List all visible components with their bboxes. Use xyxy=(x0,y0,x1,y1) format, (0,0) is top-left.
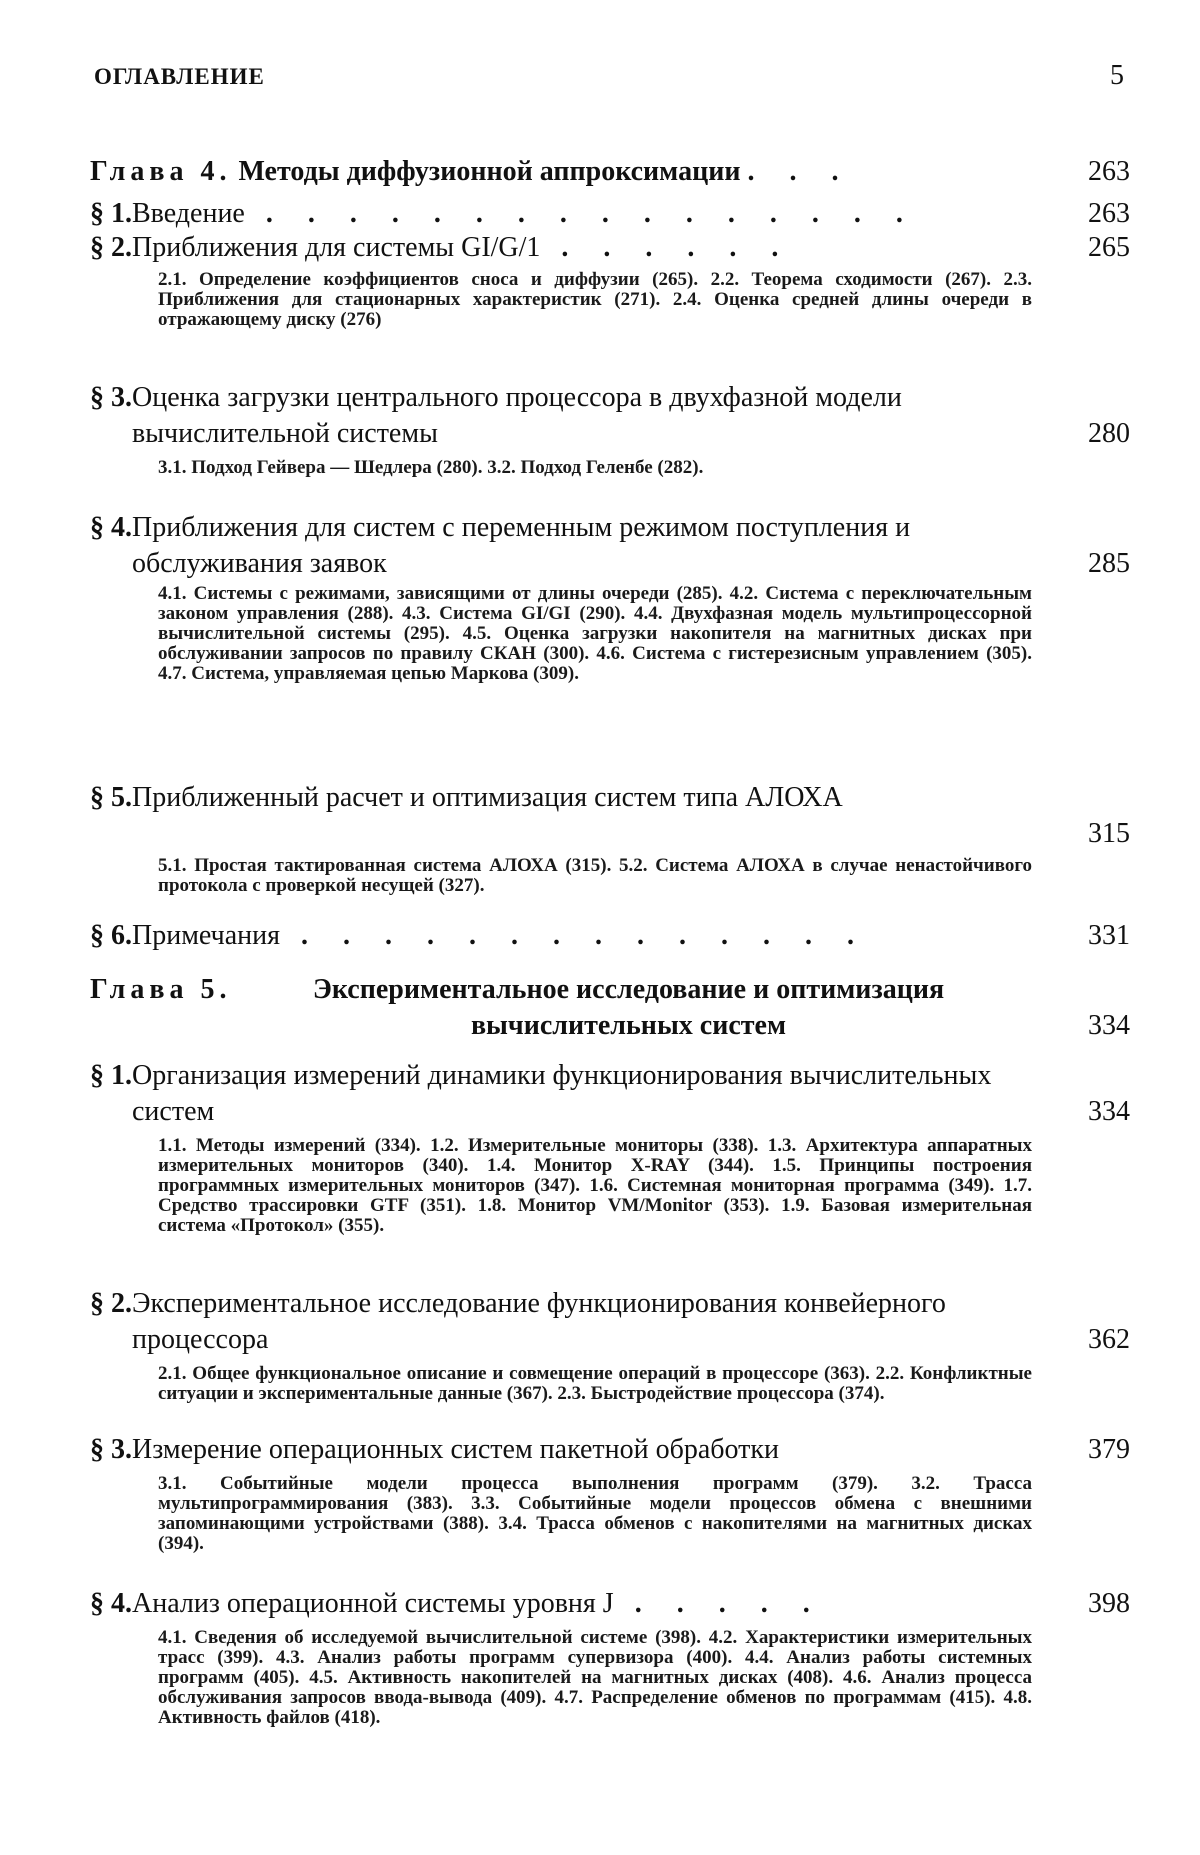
section-page: 265 xyxy=(1088,232,1130,263)
dot-leader: . . . xyxy=(747,156,853,187)
section-page: 334 xyxy=(1088,1096,1130,1127)
section-mark: § 3. xyxy=(90,382,132,413)
section-mark: § 3. xyxy=(90,1434,132,1465)
chapter-4-entry xyxy=(90,154,1130,190)
section-title: Организация измерений динамики функционирования вычислительных систем xyxy=(132,1060,992,1127)
section-page: 362 xyxy=(1088,1324,1130,1355)
chapter-5-entry xyxy=(90,972,1130,1044)
chapter-label: Глава 5. xyxy=(90,974,232,1005)
section-page: 398 xyxy=(1088,1588,1130,1619)
section-title: Приближения для системы GI/G/1 xyxy=(132,232,541,263)
section-mark: § 1. xyxy=(90,198,132,229)
running-head: ОГЛАВЛЕНИЕ xyxy=(94,64,265,89)
chapter-label: Глава 4. xyxy=(90,156,232,187)
section-page: 315 xyxy=(1088,818,1130,849)
subsection-list: 5.1. Простая тактированная система АЛОХА (315). 5.2. Система АЛОХА в случае ненастойчивого протокола с проверкой несущей (327). xyxy=(158,855,1032,896)
section-title: Примечания xyxy=(132,920,281,951)
subsection-list: 1.1. Методы измерений (334). 1.2. Измерительные мониторы (338). 1.3. Архитектура аппаратных измерительных мониторов (340). 1.4. Монитор X-RAY (344). 1.5. Принципы построения программных измерительных мониторов (347). 1.6. Системная мониторная программа (349). 1.7. Средство трассировки GTF (351). 1.8. Монитор VM/Monitor (353). 1.9. Базовая измерительная система «Протокол» (355). xyxy=(158,1135,1032,1236)
subsection-list: 3.1. Событийные модели процесса выполнения программ (379). 3.2. Трасса мультипрограммирования (383). 3.3. Событийные модели процессов обмена с внешними запоминающими устройствами (388). 3.4. Трасса обменов с накопителями на магнитных дисках (394). xyxy=(158,1473,1032,1554)
subsection-list: 2.1. Общее функциональное описание и совмещение операций в процессоре (363). 2.2. Конфликтные ситуации и экспериментальные данные (367). 2.3. Быстродействие процессора (374). xyxy=(158,1363,1032,1404)
section-title: Приближенный расчет и оптимизация систем типа АЛОХА xyxy=(132,782,843,813)
section-title: Экспериментальное исследование функционирования конвейерного процессора xyxy=(132,1288,946,1355)
section-mark: § 2. xyxy=(90,232,132,263)
chapter-title: Методы диффузионной аппроксимации xyxy=(238,156,741,187)
section-page: 331 xyxy=(1088,920,1130,951)
section-mark: § 4. xyxy=(90,1588,132,1619)
section-mark: § 6. xyxy=(90,920,132,951)
page-number: 5 xyxy=(1110,60,1124,91)
section-mark: § 5. xyxy=(90,782,132,813)
subsection-list: 4.1. Системы с режимами, зависящими от длины очереди (285). 4.2. Система с переключательным законом управления (288). 4.3. Система GI/GI (290). 4.4. Двухфазная модель мультипроцессорной вычислительной системы (295). 4.5. Оценка загрузки накопителя на магнитных дисках при обслуживании запросов по правилу СКАН (300). 4.6. Система с гистерезисным управлением (305). 4.7. Система, управляемая цепью Маркова (309). xyxy=(158,583,1032,684)
section-title: Оценка загрузки центрального процессора в двухфазной модели вычислительной системы xyxy=(132,382,902,449)
subsection-list: 2.1. Определение коэффициентов сноса и диффузии (265). 2.2. Теорема сходимости (267). 2.3. Приближения для стационарных характеристик (271). 2.4. Оценка средней длины очереди в отражающему диску (276) xyxy=(158,269,1032,330)
section-title: Приближения для систем с переменным режимом поступления и обслуживания заявок xyxy=(132,512,911,579)
chapter-page: 334 xyxy=(1088,1010,1130,1041)
section-title: Измерение операционных систем пакетной обработки xyxy=(132,1434,779,1465)
section-mark: § 2. xyxy=(90,1288,132,1319)
section-page: 280 xyxy=(1088,418,1130,449)
dot-leader: . . . . . . xyxy=(540,232,793,263)
section-title: Анализ операционной системы уровня J xyxy=(132,1588,614,1619)
subsection-list: 4.1. Сведения об исследуемой вычислительной системе (398). 4.2. Характеристики измерительных трасс (399). 4.3. Анализ работы программ супервизора (400). 4.4. Анализ работы системных программ (405). 4.5. Активность накопителей на магнитных дисках (408). 4.6. Анализ процесса обслуживания запросов ввода-вывода (409). 4.7. Распределение обменов по программам (415). 4.8. Активность файлов (418). xyxy=(158,1627,1032,1728)
section-mark: § 1. xyxy=(90,1060,132,1091)
dot-leader: . . . . . xyxy=(613,1588,824,1619)
section-page: 263 xyxy=(1088,198,1130,229)
section-title: Введение xyxy=(132,198,245,229)
chapter-page: 263 xyxy=(1088,156,1130,187)
chapter-title: Экспериментальное исследование и оптимизация вычислительных систем xyxy=(312,974,945,1041)
dot-leader: . . . . . . . . . . . . . . . . xyxy=(244,198,917,229)
section-mark: § 4. xyxy=(90,512,132,543)
dot-leader: . . . . . . . . . . . . . . xyxy=(280,920,869,951)
section-page: 379 xyxy=(1088,1434,1130,1465)
section-page: 285 xyxy=(1088,548,1130,579)
subsection-list: 3.1. Подход Гейвера — Шедлера (280). 3.2. Подход Геленбе (282). xyxy=(158,457,704,478)
